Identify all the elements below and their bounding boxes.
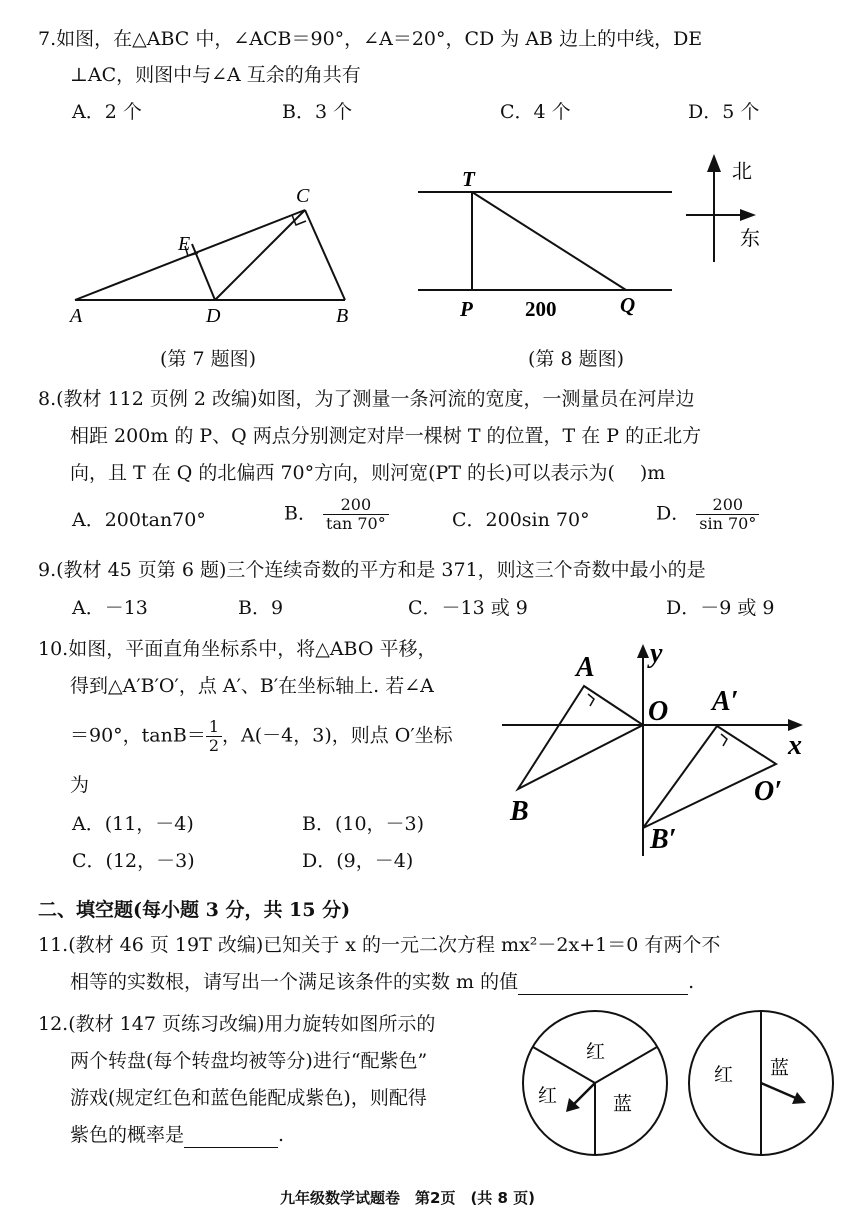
spinner-one-label-right: 蓝 (613, 1094, 633, 1115)
fig10-label-x: x (788, 730, 802, 761)
q8-line-3: 向，且 T 在 Q 的北偏西 70°方向，则河宽(PT 的长)可以表示为( )m (70, 462, 666, 484)
q10-line-3-start: ＝90°，tanB＝ (70, 724, 206, 747)
fig7-label-b: B (336, 305, 349, 327)
q8-option-d-prefix: D． (656, 502, 691, 525)
fig8-label-q: Q (620, 293, 636, 317)
q8-option-b-fraction (323, 496, 389, 533)
q11-line-2-text: 相等的实数根，请写出一个满足该条件的实数 m 的值 (70, 971, 519, 993)
fig7-label-e: E (178, 233, 191, 255)
spinner-two (682, 1004, 842, 1164)
q10-coordinate-figure (498, 636, 818, 866)
q7-triangle-figure (60, 180, 370, 330)
q7-option-c: C．4 个 (500, 101, 571, 123)
q8-option-b-prefix: B． (284, 502, 317, 525)
q11-line-2 (70, 969, 694, 995)
q12-line-4-end: . (278, 1124, 285, 1146)
fig10-label-a-prime: A′ (712, 686, 739, 717)
q8-option-d-fraction (696, 496, 759, 533)
q8-option-c: C．200sin 70° (452, 509, 590, 531)
segment-cd (215, 210, 305, 300)
fig8-label-distance: 200 (525, 297, 557, 321)
section-2-title: 二、填空题(每小题 3 分，共 15 分) (38, 899, 351, 921)
fig8-label-p: P (460, 297, 473, 321)
fig8-label-t: T (462, 167, 475, 191)
spinner-two-pointer (761, 1083, 798, 1099)
fig10-label-y: y (650, 638, 663, 669)
fig10-label-b-prime: B′ (650, 824, 677, 855)
spinner-one-label-top: 红 (586, 1042, 606, 1063)
segment-tq (472, 192, 626, 290)
q9-option-c: C．－13 或 9 (408, 597, 528, 619)
q10-fraction-denominator: 2 (208, 736, 220, 755)
q11-line-1: 11.(教材 46 页 19T 改编)已知关于 x 的一元二次方程 mx²－2x+1＝0 有两个不 (38, 934, 721, 956)
q10-option-c: C．(12，－3) (72, 850, 195, 872)
q7-option-d: D．5 个 (688, 101, 760, 123)
q10-line-3-end: ，A(－4，3)，则点 O′坐标 (222, 724, 453, 747)
q9-option-d: D．－9 或 9 (666, 597, 775, 619)
q8-option-b (284, 496, 389, 533)
fig7-label-c: C (296, 185, 310, 207)
q11-line-2-end: . (688, 971, 695, 993)
east-arrow-icon (740, 209, 756, 221)
q10-line-1: 10.如图，平面直角坐标系中，将△ABO 平移， (38, 638, 437, 660)
fig7-label-d: D (206, 305, 221, 327)
q8-river-figure (410, 148, 790, 328)
fig10-label-o-prime: O′ (754, 776, 783, 807)
q8-option-d (656, 496, 759, 533)
q12-line-1: 12.(教材 147 页练习改编)用力旋转如图所示的 (38, 1013, 436, 1035)
spinner-one-label-left: 红 (538, 1086, 558, 1107)
q9-option-a: A．－13 (72, 597, 148, 619)
q7-option-a: A．2 个 (72, 101, 142, 123)
q10-line-3 (70, 718, 453, 755)
q10-option-d: D．(9，－4) (302, 850, 414, 872)
north-arrow-icon (707, 154, 721, 172)
q11-answer-blank[interactable] (518, 974, 688, 995)
fig10-label-b: B (510, 796, 529, 827)
right-angle-mark-a (588, 694, 594, 706)
q12-line-4-text: 紫色的概率是 (70, 1124, 185, 1146)
q7-line-2: ⊥AC，则图中与∠A 互余的角共有 (70, 64, 361, 86)
spinner-two-label-right: 蓝 (770, 1058, 790, 1079)
fig8-label-north: 北 (732, 161, 752, 183)
q10-fraction-numerator: 1 (206, 718, 222, 737)
q10-option-b: B．(10，－3) (302, 813, 425, 835)
q8-option-b-numerator: 200 (323, 496, 389, 515)
y-axis-arrow-icon (637, 644, 649, 658)
q9-line-1: 9.(教材 45 页第 6 题)三个连续奇数的平方和是 371，则这三个奇数中最小的是 (38, 559, 706, 581)
segment-cb (305, 210, 345, 300)
q8-line-2: 相距 200m 的 P、Q 两点分别测定对岸一棵树 T 的位置，T 在 P 的正北方 (70, 425, 702, 447)
triangle-abo (518, 686, 643, 789)
q10-line-2: 得到△A′B′O′，点 A′、B′在坐标轴上. 若∠A (70, 675, 434, 697)
q8-option-a: A．200tan70° (72, 509, 206, 531)
spinner-one (516, 1004, 676, 1164)
q10-tan-fraction (206, 718, 222, 755)
q10-line-4: 为 (70, 774, 90, 796)
q12-answer-blank[interactable] (184, 1127, 278, 1148)
spinner-two-label-left: 红 (714, 1065, 734, 1086)
q12-line-2: 两个转盘(每个转盘均被等分)进行“配紫色” (70, 1050, 428, 1072)
q12-line-3: 游戏(规定红色和蓝色能配成紫色)，则配得 (70, 1087, 427, 1109)
fig7-label-a: A (70, 305, 83, 327)
q8-option-b-denominator: tan 70° (326, 514, 386, 533)
q8-figure-caption: (第 8 题图) (528, 348, 624, 370)
page-footer: 九年级数学试题卷 第2页 (共 8 页) (280, 1189, 536, 1207)
q7-figure-caption: (第 7 题图) (160, 348, 256, 370)
q8-option-d-numerator: 200 (696, 496, 759, 515)
fig8-label-east: 东 (740, 228, 760, 250)
q9-option-b: B．9 (238, 597, 284, 619)
q12-line-4 (70, 1122, 284, 1148)
q10-option-a: A．(11，－4) (72, 813, 194, 835)
fig10-label-a: A (576, 652, 595, 683)
fig10-label-o: O (648, 696, 669, 727)
q7-line-1: 7.如图，在△ABC 中，∠ACB＝90°，∠A＝20°，CD 为 AB 边上的中线，DE (38, 28, 703, 50)
right-angle-mark-a2 (721, 734, 727, 746)
q8-line-1: 8.(教材 112 页例 2 改编)如图，为了测量一条河流的宽度，一测量员在河岸边 (38, 388, 695, 410)
q7-option-b: B．3 个 (282, 101, 353, 123)
q8-option-d-denominator: sin 70° (699, 514, 757, 533)
segment-de (192, 244, 215, 300)
